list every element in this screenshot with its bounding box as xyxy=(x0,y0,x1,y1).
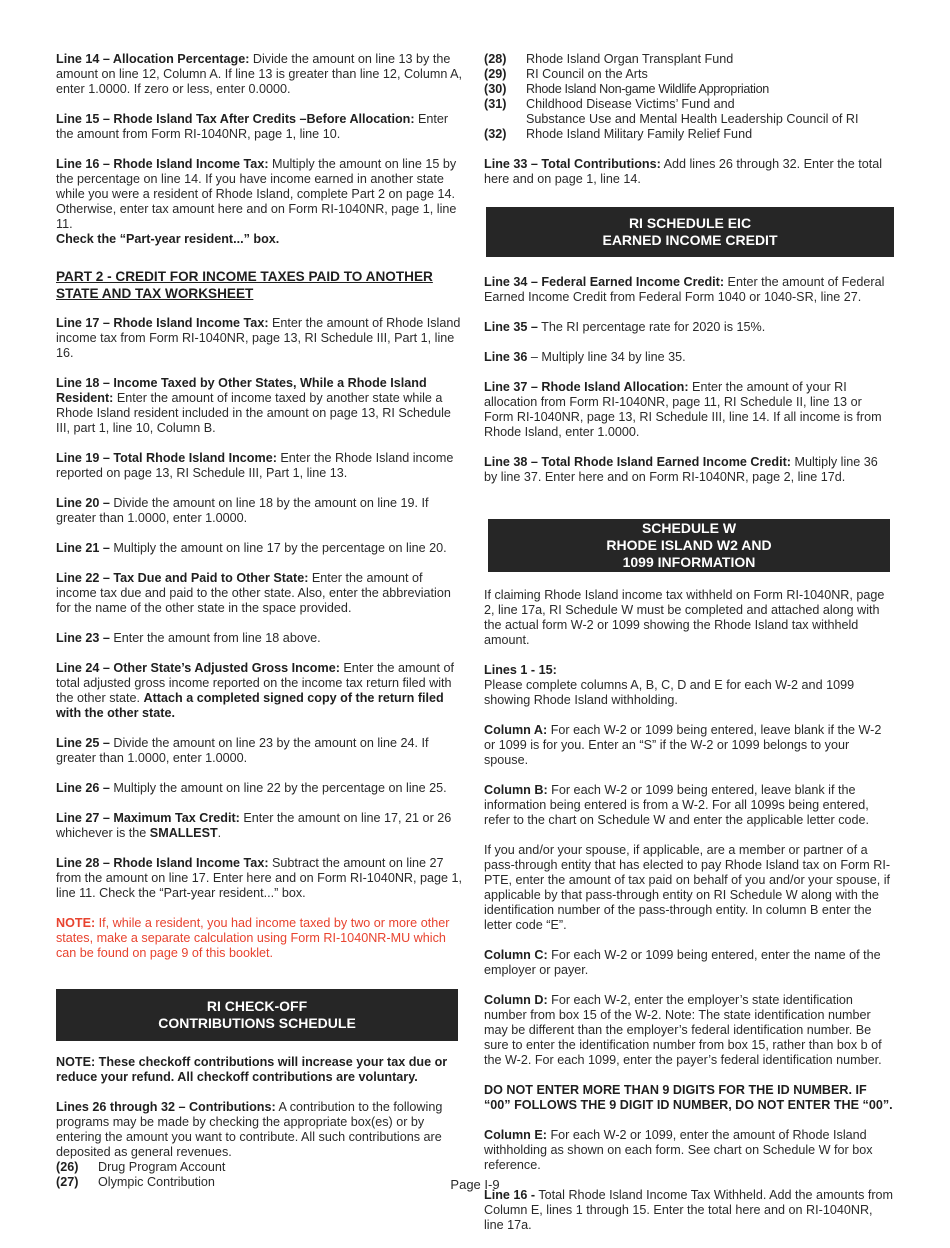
list-item xyxy=(484,52,894,67)
line27-paragraph xyxy=(56,811,466,841)
contributions-list-right xyxy=(484,52,894,142)
line17-text: Enter the amount of Rhode Island income tax from Form RI-1040NR, page 13, RI Schedule III, Part 1, line 16. xyxy=(56,316,461,360)
multi-state-note xyxy=(56,916,466,961)
contrib-text: Rhode Island Organ Transplant Fund xyxy=(526,52,734,66)
checkoff-note-text: NOTE: These checkoff contributions will increase your tax due or reduce your refund. All checkoff contributions are voluntary. xyxy=(56,1055,448,1084)
contrib-text: Drug Program Account xyxy=(98,1160,226,1174)
line34-label: Line 34 – Federal Earned Income Credit: xyxy=(484,275,725,289)
contrib-number: (29) xyxy=(484,67,507,81)
part2-heading: PART 2 - CREDIT FOR INCOME TAXES PAID TO ANOTHER STATE AND TAX WORKSHEET xyxy=(56,269,433,301)
line24-text: Enter the amount of total adjusted gross income reported on the income tax return filed with the other state. xyxy=(56,661,455,705)
line34-paragraph xyxy=(484,275,894,305)
line21-paragraph xyxy=(56,541,466,556)
column-b-paragraph xyxy=(484,783,894,828)
line19-label: Line 19 – Total Rhode Island Income: xyxy=(56,451,277,465)
contrib-text: Rhode Island Non-game Wildlife Appropriation xyxy=(526,82,769,96)
line16-w-paragraph xyxy=(484,1188,894,1233)
line15-text: Enter the amount from Form RI-1040NR, page 1, line 10. xyxy=(56,112,449,141)
line37-paragraph xyxy=(484,380,894,440)
line24-paragraph xyxy=(56,661,466,721)
line15-paragraph xyxy=(56,112,466,142)
line25-paragraph xyxy=(56,736,466,766)
line28-label: Line 28 – Rhode Island Income Tax: xyxy=(56,856,269,870)
checkoff-title-line1: RI CHECK-OFF xyxy=(206,998,308,1014)
checkoff-note xyxy=(56,1055,466,1085)
column-d-label: Column D: xyxy=(484,993,548,1007)
contrib-text: Olympic Contribution xyxy=(98,1175,215,1189)
line24-label: Line 24 – Other State’s Adjusted Gross Income: xyxy=(56,661,340,675)
line38-label: Line 38 – Total Rhode Island Earned Income Credit: xyxy=(484,455,791,469)
line18-text: Enter the amount of income taxed by another state while a Rhode Island resident included in the amount on page 13, RI Schedule III, part 1, line 10, Column B. xyxy=(56,391,451,435)
column-b-label: Column B: xyxy=(484,783,548,797)
line27-label: Line 27 – Maximum Tax Credit: xyxy=(56,811,240,825)
line37-label: Line 37 – Rhode Island Allocation: xyxy=(484,380,689,394)
line21-text: Multiply the amount on line 17 by the percentage on line 20. xyxy=(109,541,447,555)
line16-w-label: Line 16 - xyxy=(484,1188,536,1202)
pass-through-paragraph: If you and/or your spouse, if applicable, are a member or partner of a pass-through entity that has elected to pay Rhode Island tax on Form RI-PTE, enter the amount of tax paid on behalf of you and/or your spouse, if applicable by that pass-through entity on RI Schedule W along with the identification number of the pass-through entity. In column B enter the letter code “E”. xyxy=(484,843,891,932)
line16-paragraph xyxy=(56,157,466,247)
checkoff-title-line2: CONTRIBUTIONS SCHEDULE xyxy=(158,1015,356,1031)
list-item xyxy=(484,112,894,127)
line35-paragraph xyxy=(484,320,894,335)
line22-paragraph xyxy=(56,571,466,616)
line19-paragraph xyxy=(56,451,466,481)
line17-paragraph xyxy=(56,316,466,361)
line35-label: Line 35 – xyxy=(484,320,538,334)
line34-text: Enter the amount of Federal Earned Income Credit from Federal Form 1040 or 1040-SR, line 27. xyxy=(484,275,885,304)
note-label: NOTE: xyxy=(56,916,96,930)
lines1-15-label: Lines 1 - 15: xyxy=(484,663,557,677)
contrib-number: (31) xyxy=(484,97,507,111)
eic-title-line1: RI SCHEDULE EIC xyxy=(628,215,752,231)
lines1-15-paragraph xyxy=(484,663,894,708)
line16-w-text: Total Rhode Island Income Tax Withheld. Add the amounts from Column E, lines 1 through 15. Enter the total here and on RI-1040NR, line 17a. xyxy=(484,1188,894,1232)
line33-label: Line 33 – Total Contributions: xyxy=(484,157,661,171)
column-d-paragraph xyxy=(484,993,894,1068)
line17-label: Line 17 – Rhode Island Income Tax: xyxy=(56,316,269,330)
line38-paragraph xyxy=(484,455,894,485)
line15-label: Line 15 – Rhode Island Tax After Credits –Before Allocation: xyxy=(56,112,415,126)
page-number: Page I-9 xyxy=(450,1177,500,1192)
line24-bold: Attach a completed signed copy of the return filed with the other state. xyxy=(56,691,444,720)
note-text: If, while a resident, you had income taxed by two or more other states, make a separate calculation using Form RI-1040NR-MU which can be found on page 9 of this booklet. xyxy=(56,916,450,960)
lines26-32-label: Lines 26 through 32 – Contributions: xyxy=(56,1100,276,1114)
line28-paragraph xyxy=(56,856,466,901)
list-item xyxy=(56,1160,466,1175)
contrib-text: Childhood Disease Victims’ Fund and xyxy=(526,97,735,111)
column-e-paragraph xyxy=(484,1128,894,1173)
line20-text: Divide the amount on line 18 by the amount on line 19. If greater than 1.0000, enter 1.0000. xyxy=(56,496,429,525)
line23-paragraph xyxy=(56,631,466,646)
line36-label: Line 36 xyxy=(484,350,528,364)
left-column xyxy=(56,52,466,1190)
lines1-15-text: Please complete columns A, B, C, D and E for each W-2 and 1099 showing Rhode Island withholding. xyxy=(484,678,855,707)
line27-text: Enter the amount on line 17, 21 or 26 whichever is the xyxy=(56,811,452,840)
line25-label: Line 25 – xyxy=(56,736,110,750)
schedule-w-title-line2: RHODE ISLAND W2 AND xyxy=(606,537,772,553)
schedule-w-title-line1: SCHEDULE W xyxy=(641,520,737,536)
line20-label: Line 20 – xyxy=(56,496,110,510)
eic-header xyxy=(486,207,894,257)
line28-text: Subtract the amount on line 27 from the amount on line 17. Enter here and on Form RI-1040NR, page 1, line 11. Check the “Part-year resident...” box. xyxy=(56,856,463,900)
schedule-w-header xyxy=(488,519,890,572)
line36-text: – Multiply line 34 by line 35. xyxy=(527,350,686,364)
contrib-number: (28) xyxy=(484,52,507,66)
column-c-paragraph xyxy=(484,948,894,978)
contrib-number: (32) xyxy=(484,127,507,141)
line26-paragraph xyxy=(56,781,466,796)
line14-label: Line 14 – Allocation Percentage: xyxy=(56,52,250,66)
column-e-text: For each W-2 or 1099, enter the amount of Rhode Island withholding as shown on each form. See chart on Schedule W for box reference. xyxy=(484,1128,873,1172)
line33-text: Add lines 26 through 32. Enter the total here and on page 1, line 14. xyxy=(484,157,883,186)
column-a-label: Column A: xyxy=(484,723,548,737)
line36-paragraph xyxy=(484,350,894,365)
line20-paragraph xyxy=(56,496,466,526)
line22-label: Line 22 – Tax Due and Paid to Other State: xyxy=(56,571,309,585)
line14-paragraph xyxy=(56,52,466,97)
contrib-text: Substance Use and Mental Health Leadership Council of RI xyxy=(526,112,859,126)
line23-label: Line 23 – xyxy=(56,631,110,645)
line38-text: Multiply line 36 by line 37. Enter here and on Form RI-1040NR, page 2, line 17d. xyxy=(484,455,878,484)
line27-bold: SMALLEST xyxy=(149,826,218,840)
lines26-32-text: A contribution to the following programs may be made by checking the appropriate box(es) or by entering the amount you want to contribute. All such contributions are deposited as general revenues. xyxy=(56,1100,443,1159)
list-item xyxy=(484,127,894,142)
contrib-number: (30) xyxy=(484,82,507,96)
contrib-number: (26) xyxy=(56,1160,79,1174)
line16-label: Line 16 – Rhode Island Income Tax: xyxy=(56,157,269,171)
contrib-text: Rhode Island Military Family Relief Fund xyxy=(526,127,753,141)
column-c-label: Column C: xyxy=(484,948,548,962)
line23-text: Enter the amount from line 18 above. xyxy=(109,631,321,645)
line14-text: Divide the amount on line 13 by the amount on line 12, Column A. If line 13 is greater than line 12, Column A, enter 1.0000. If zero or less, enter 0.0000. xyxy=(56,52,463,96)
list-item xyxy=(484,97,894,112)
column-d-text: For each W-2, enter the employer’s state identification number from box 15 of the W-2. Note: The state identification number may be different than the employer’s federal identification number. Be sure to enter the identification number from box 15, rather than box b of the W-2. For each 1099, enter the payer’s federal identification number. xyxy=(484,993,882,1067)
column-c-text: For each W-2 or 1099 being entered, enter the name of the employer or payer. xyxy=(484,948,881,977)
line18-paragraph xyxy=(56,376,466,436)
line21-label: Line 21 – xyxy=(56,541,110,555)
column-e-label: Column E: xyxy=(484,1128,547,1142)
contrib-number xyxy=(484,112,526,127)
line16-bold: Check the “Part-year resident...” box. xyxy=(56,232,280,246)
line27-end: . xyxy=(217,826,222,840)
column-a-text: For each W-2 or 1099 being entered, leave blank if the W-2 or 1099 is for you. Enter an “S” if the W-2 or 1099 belongs to your spouse. xyxy=(484,723,882,767)
column-b-text: For each W-2 or 1099 being entered, leave blank if the information being entered is from a W-2. For all 1099s being entered, refer to the chart on Schedule W and enter the applicable letter code. xyxy=(484,783,870,827)
line26-label: Line 26 – xyxy=(56,781,110,795)
line33-paragraph xyxy=(484,157,894,187)
eic-title-line2: EARNED INCOME CREDIT xyxy=(602,232,778,248)
list-item xyxy=(484,67,894,82)
line18-label: Line 18 – Income Taxed by Other States, While a Rhode Island Resident: xyxy=(56,376,427,405)
column-a-paragraph xyxy=(484,723,894,768)
line16-text: Multiply the amount on line 15 by the percentage on line 14. If you have income earned in another state while you were a resident of Rhode Island, complete Part 2 on page 14. Otherwise, enter tax amount here and on Form RI-1040NR, page 1, line 11. xyxy=(56,157,457,231)
schedule-w-intro: If claiming Rhode Island income tax withheld on Form RI-1040NR, page 2, line 17a, RI Schedule W must be completed and attached along with the actual form W-2 or 1099 showing the Rhode Island tax withheld amount. xyxy=(484,588,885,647)
schedule-w-title-line3: 1099 INFORMATION xyxy=(622,554,756,570)
line25-text: Divide the amount on line 23 by the amount on line 24. If greater than 1.0000, enter 1.0000. xyxy=(56,736,429,765)
contrib-text: RI Council on the Arts xyxy=(526,67,648,81)
line19-text: Enter the Rhode Island income reported on page 13, RI Schedule III, Part 1, line 13. xyxy=(56,451,454,480)
line22-text: Enter the amount of income tax due and paid to the other state. Also, enter the abbreviation for the name of the other state in the space provided. xyxy=(56,571,451,615)
id-warning-text: DO NOT ENTER MORE THAN 9 DIGITS FOR THE ID NUMBER. IF “00” FOLLOWS THE 9 DIGIT ID NUMBER, DO NOT ENTER THE “00”. xyxy=(484,1083,893,1112)
line35-text: The RI percentage rate for 2020 is 15%. xyxy=(537,320,766,334)
id-warning-paragraph xyxy=(484,1083,894,1113)
right-column xyxy=(484,52,894,1248)
list-item xyxy=(484,82,894,97)
line26-text: Multiply the amount on line 22 by the percentage on line 25. xyxy=(109,781,447,795)
lines26-32-paragraph xyxy=(56,1100,466,1160)
line37-text: Enter the amount of your RI allocation from Form RI-1040NR, page 11, RI Schedule II, line 13 or Form RI-1040NR, page 13, RI Schedule III, line 14. If all income is from Rhode Island, enter 1.0000. xyxy=(484,380,882,439)
checkoff-header xyxy=(56,989,458,1041)
contrib-number: (27) xyxy=(56,1175,79,1189)
